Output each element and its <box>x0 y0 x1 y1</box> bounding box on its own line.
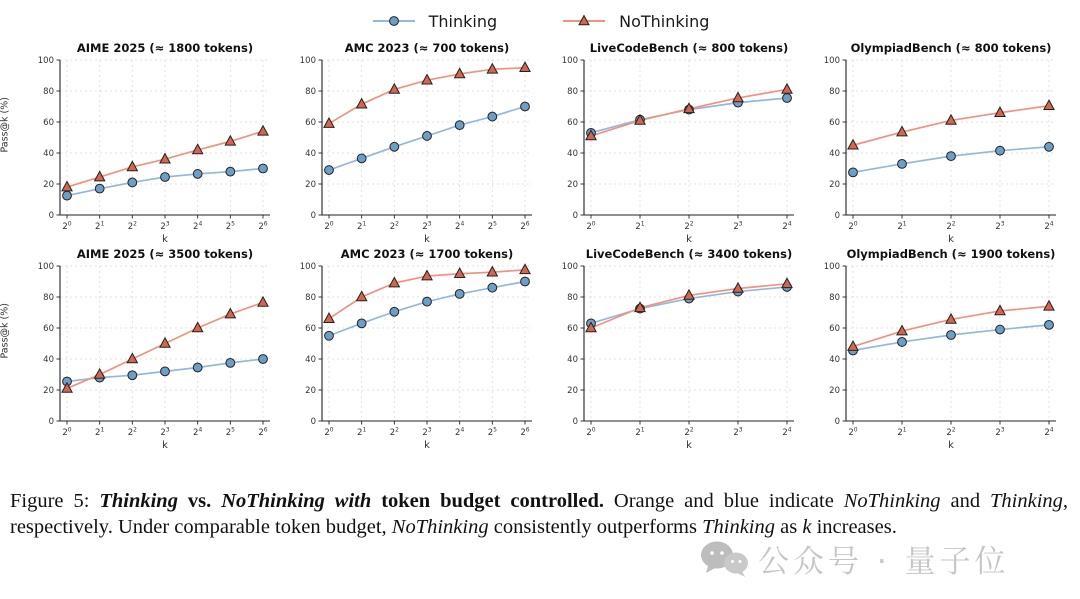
wechat-icon <box>698 539 750 579</box>
data-point-thinking <box>95 184 104 193</box>
y-tick-label: 0 <box>834 417 840 427</box>
legend-label-nothinking: NoThinking <box>619 11 710 31</box>
subplot-aime-2025-1800-tokens <box>16 40 278 246</box>
data-point-nothinking <box>258 126 268 135</box>
data-point-thinking <box>357 154 366 163</box>
data-point-thinking <box>226 167 235 176</box>
caption-segment: vs. <box>187 490 212 512</box>
x-tick-label: $2^6$ <box>520 220 530 232</box>
x-axis-label: k <box>162 234 168 245</box>
data-point-thinking <box>63 191 72 200</box>
y-tick-label: 0 <box>834 211 840 221</box>
data-point-thinking <box>161 367 170 376</box>
y-tick-label: 100 <box>299 56 316 66</box>
data-point-thinking <box>423 132 432 141</box>
subplot-title: OlympiadBench (≈ 800 tokens) <box>850 41 1052 55</box>
y-tick-label: 40 <box>567 355 578 365</box>
x-tick-label: $2^0$ <box>324 426 334 438</box>
y-tick-label: 20 <box>43 386 54 396</box>
x-tick-label: $2^0$ <box>586 426 596 438</box>
caption-segment: Thinking <box>702 516 776 539</box>
x-tick-label: $2^4$ <box>1044 220 1054 232</box>
data-point-nothinking <box>324 118 334 127</box>
x-tick-label: $2^0$ <box>62 220 72 232</box>
x-tick-label: $2^2$ <box>127 220 137 232</box>
y-tick-label: 20 <box>829 386 840 396</box>
x-axis-label: k <box>686 234 692 245</box>
data-point-thinking <box>521 277 530 286</box>
x-tick-label: $2^1$ <box>95 426 105 438</box>
y-tick-label: 60 <box>829 118 840 128</box>
y-tick-label: 20 <box>567 386 578 396</box>
x-tick-label: $2^5$ <box>225 426 235 438</box>
y-tick-label: 20 <box>305 180 316 190</box>
data-point-thinking <box>259 355 268 364</box>
caption-segment: and <box>940 490 991 512</box>
data-point-nothinking <box>782 278 792 287</box>
watermark-text: 公众号 · 量子位 <box>758 544 1010 580</box>
data-point-thinking <box>455 121 464 130</box>
caption-segment: Figure 5: <box>10 490 100 512</box>
subplot-title: AIME 2025 (≈ 3500 tokens) <box>76 247 254 261</box>
y-tick-label: 0 <box>572 211 578 221</box>
x-tick-label: $2^2$ <box>684 426 694 438</box>
caption-segment: Thinking <box>990 490 1063 512</box>
x-tick-label: $2^0$ <box>848 220 858 232</box>
caption-segment: k <box>802 516 812 539</box>
y-tick-label: 40 <box>829 355 840 365</box>
y-tick-label: 40 <box>829 149 840 159</box>
x-tick-label: $2^2$ <box>946 426 956 438</box>
subplot-title: AIME 2025 (≈ 1800 tokens) <box>76 41 254 55</box>
caption-segment: token budget controlled. <box>381 490 604 512</box>
subplot-title: LiveCodeBench (≈ 800 tokens) <box>589 41 789 55</box>
data-point-nothinking <box>1044 100 1054 109</box>
data-point-thinking <box>423 297 432 306</box>
charts-grid <box>0 40 1080 452</box>
caption-segment: , respectively. Under comparable token budget, <box>10 490 1069 539</box>
thinking-line-circle-icon <box>371 12 417 30</box>
caption-segment: Thinking <box>99 490 178 512</box>
x-axis-label: k <box>424 234 430 245</box>
data-point-thinking <box>128 371 137 380</box>
y-tick-label: 60 <box>43 118 54 128</box>
caption-segment <box>178 490 188 512</box>
x-tick-label: $2^3$ <box>995 220 1005 232</box>
data-point-thinking <box>996 146 1005 155</box>
y-tick-label: 100 <box>37 262 54 272</box>
data-point-thinking <box>783 94 792 103</box>
x-axis-label: k <box>162 440 168 451</box>
x-tick-label: $2^4$ <box>1044 426 1054 438</box>
x-tick-label: $2^0$ <box>586 220 596 232</box>
x-tick-label: $2^4$ <box>455 220 465 232</box>
y-tick-label: 20 <box>43 180 54 190</box>
data-point-thinking <box>488 283 497 292</box>
data-point-thinking <box>390 142 399 151</box>
y-tick-label: 100 <box>561 56 578 66</box>
subplot-aime-2025-3500-tokens <box>16 246 278 452</box>
data-point-thinking <box>325 331 334 340</box>
x-tick-label: $2^1$ <box>357 220 367 232</box>
data-point-thinking <box>488 112 497 121</box>
x-tick-label: $2^4$ <box>193 426 203 438</box>
legend-entry-thinking <box>371 12 498 31</box>
x-tick-label: $2^5$ <box>487 426 497 438</box>
data-point-thinking <box>947 152 956 161</box>
y-tick-label: 60 <box>305 118 316 128</box>
x-tick-label: $2^1$ <box>95 220 105 232</box>
caption-segment: NoThinking <box>391 516 489 539</box>
y-tick-label: 0 <box>310 211 316 221</box>
subplot-livecodebench-800-tokens <box>540 40 802 246</box>
y-tick-label: 60 <box>567 118 578 128</box>
y-tick-label: 40 <box>305 149 316 159</box>
y-tick-label: 60 <box>829 324 840 334</box>
caption-segment <box>371 490 381 512</box>
data-point-thinking <box>455 290 464 299</box>
y-tick-label: 100 <box>823 56 840 66</box>
caption-segment: Orange and blue indicate <box>603 490 844 512</box>
caption-segment: increases. <box>811 516 897 539</box>
x-tick-label: $2^6$ <box>520 426 530 438</box>
data-point-thinking <box>947 331 956 340</box>
x-axis-label: k <box>948 234 954 245</box>
x-tick-label: $2^4$ <box>193 220 203 232</box>
data-point-nothinking <box>520 62 530 71</box>
y-tick-label: 80 <box>567 293 578 303</box>
data-point-thinking <box>521 102 530 111</box>
data-point-thinking <box>1045 321 1054 330</box>
y-tick-label: 0 <box>310 417 316 427</box>
caption-segment: NoThinking with <box>221 490 372 512</box>
subplot-title: AMC 2023 (≈ 1700 tokens) <box>340 247 514 261</box>
legend-label-thinking: Thinking <box>428 11 498 31</box>
subplot-livecodebench-3400-tokens <box>540 246 802 452</box>
subplot-amc-2023-700-tokens <box>278 40 540 246</box>
y-tick-label: 60 <box>305 324 316 334</box>
x-tick-label: $2^1$ <box>635 426 645 438</box>
y-tick-label: 80 <box>829 87 840 97</box>
data-point-thinking <box>357 319 366 328</box>
x-tick-label: $2^1$ <box>897 426 907 438</box>
x-tick-label: $2^1$ <box>635 220 645 232</box>
y-axis-label-row2: Pass@k (%) <box>0 303 11 359</box>
x-tick-label: $2^2$ <box>389 426 399 438</box>
y-tick-label: 100 <box>823 262 840 272</box>
subplot-title: OlympiadBench (≈ 1900 tokens) <box>846 247 1056 261</box>
x-tick-label: $2^3$ <box>160 426 170 438</box>
y-tick-label: 40 <box>43 149 54 159</box>
x-tick-label: $2^0$ <box>848 426 858 438</box>
y-tick-label: 100 <box>561 262 578 272</box>
y-tick-label: 0 <box>572 417 578 427</box>
y-tick-label: 20 <box>305 386 316 396</box>
data-point-thinking <box>325 166 334 175</box>
data-point-thinking <box>996 325 1005 334</box>
y-tick-label: 80 <box>305 87 316 97</box>
x-axis-label: k <box>948 440 954 451</box>
caption-segment: as <box>775 516 803 539</box>
subplot-olympiadbench-800-tokens <box>802 40 1064 246</box>
y-tick-label: 40 <box>305 355 316 365</box>
subplot-title: LiveCodeBench (≈ 3400 tokens) <box>585 247 793 261</box>
y-tick-label: 80 <box>43 293 54 303</box>
caption-segment: consistently outperforms <box>488 516 703 539</box>
data-point-thinking <box>898 159 907 168</box>
data-point-nothinking <box>1044 301 1054 310</box>
data-point-nothinking <box>258 297 268 306</box>
x-axis-label: k <box>686 440 692 451</box>
y-tick-label: 100 <box>37 56 54 66</box>
y-tick-label: 40 <box>567 149 578 159</box>
data-point-thinking <box>849 168 858 177</box>
watermark <box>698 536 1010 581</box>
x-tick-label: $2^2$ <box>389 220 399 232</box>
subplot-title: AMC 2023 (≈ 700 tokens) <box>344 41 510 55</box>
legend-entry-nothinking <box>561 12 709 31</box>
data-point-thinking <box>193 170 202 179</box>
x-tick-label: $2^5$ <box>487 220 497 232</box>
x-tick-label: $2^3$ <box>160 220 170 232</box>
x-tick-label: $2^3$ <box>422 426 432 438</box>
figure-caption <box>10 488 1068 540</box>
y-tick-label: 0 <box>48 417 54 427</box>
y-axis-label-row1: Pass@k (%) <box>0 97 11 153</box>
y-tick-label: 80 <box>305 293 316 303</box>
data-point-nothinking <box>782 84 792 93</box>
data-point-thinking <box>193 363 202 372</box>
x-tick-label: $2^2$ <box>127 426 137 438</box>
data-point-thinking <box>128 178 137 187</box>
data-point-thinking <box>1045 142 1054 151</box>
x-tick-label: $2^6$ <box>258 220 268 232</box>
y-tick-label: 100 <box>299 262 316 272</box>
x-tick-label: $2^0$ <box>62 426 72 438</box>
y-tick-label: 20 <box>829 180 840 190</box>
x-tick-label: $2^4$ <box>455 426 465 438</box>
x-tick-label: $2^3$ <box>422 220 432 232</box>
chart-legend <box>0 0 1080 36</box>
data-point-thinking <box>898 338 907 347</box>
x-tick-label: $2^2$ <box>684 220 694 232</box>
nothinking-line-triangle-icon <box>561 12 607 30</box>
y-tick-label: 60 <box>43 324 54 334</box>
y-tick-label: 20 <box>567 180 578 190</box>
y-tick-label: 80 <box>43 87 54 97</box>
x-tick-label: $2^2$ <box>946 220 956 232</box>
data-point-thinking <box>161 173 170 182</box>
data-point-thinking <box>226 358 235 367</box>
y-tick-label: 80 <box>829 293 840 303</box>
x-tick-label: $2^3$ <box>995 426 1005 438</box>
y-tick-label: 80 <box>567 87 578 97</box>
y-tick-label: 40 <box>43 355 54 365</box>
y-tick-label: 0 <box>48 211 54 221</box>
data-point-thinking <box>259 164 268 173</box>
x-tick-label: $2^0$ <box>324 220 334 232</box>
x-tick-label: $2^1$ <box>357 426 367 438</box>
x-tick-label: $2^1$ <box>897 220 907 232</box>
subplot-amc-2023-1700-tokens <box>278 246 540 452</box>
x-axis-label: k <box>424 440 430 451</box>
y-tick-label: 60 <box>567 324 578 334</box>
data-point-nothinking <box>324 313 334 322</box>
x-tick-label: $2^3$ <box>733 426 743 438</box>
caption-segment: NoThinking <box>843 490 941 512</box>
subplot-olympiadbench-1900-tokens <box>802 246 1064 452</box>
caption-segment <box>211 490 221 512</box>
x-tick-label: $2^5$ <box>225 220 235 232</box>
x-tick-label: $2^4$ <box>782 426 792 438</box>
x-tick-label: $2^6$ <box>258 426 268 438</box>
x-tick-label: $2^4$ <box>782 220 792 232</box>
x-tick-label: $2^3$ <box>733 220 743 232</box>
data-point-thinking <box>390 307 399 316</box>
